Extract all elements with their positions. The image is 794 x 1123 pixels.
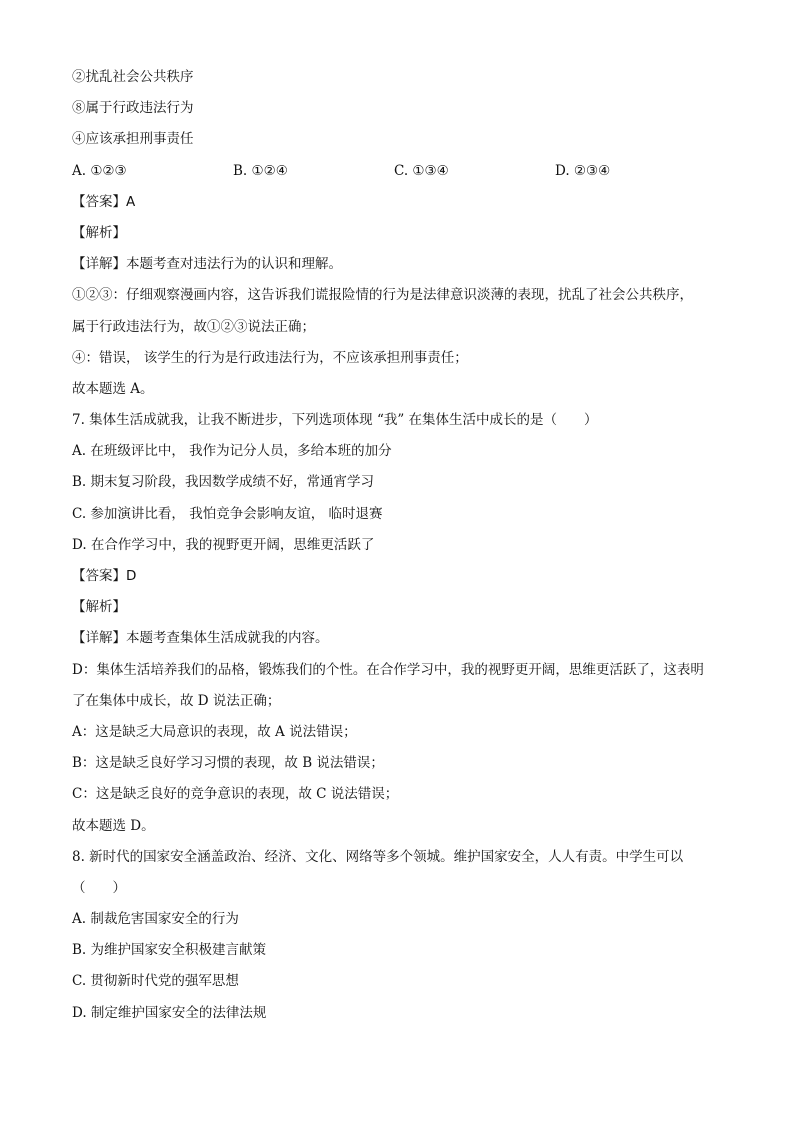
q6-explain-line: 属于行政违法行为，故①②③说法正确； (72, 318, 315, 335)
q6-explain-line: ①②③：仔细观察漫画内容，这告诉我们谎报险情的行为是法律意识淡薄的表现，扰乱了社会公共秩序， (72, 287, 693, 304)
q6-option-a: A. ①②③ (72, 162, 127, 179)
q6-option-b: B. ①②④ (233, 162, 288, 179)
statement-4: ④应该承担刑事责任 (72, 131, 194, 148)
q7-option-c: C. 参加演讲比看， 我怕竞争会影响友谊， 临时退赛 (72, 505, 383, 522)
q8-option-b: B. 为维护国家安全积极建言献策 (72, 942, 267, 959)
q8-stem: 8. 新时代的国家安全涵盖政治、经济、文化、网络等多个领城。维护国家安全，人人有责。中学生可以 (72, 848, 684, 865)
q7-explain-line: B：这是缺乏良好学习习惯的表现，故 B 说法错误； (72, 755, 384, 772)
q7-answer: 【答案】D (72, 568, 137, 584)
q6-option-d: D. ②③④ (555, 162, 611, 179)
q8-option-d: D. 制定维护国家安全的法律法规 (72, 1004, 267, 1021)
q7-explain-line: A：这是缺乏大局意识的表现，故 A 说法错误； (72, 723, 357, 740)
q7-explain-line: C：这是缺乏良好的竞争意识的表现，故 C 说法错误； (72, 786, 399, 803)
q7-option-b: B. 期末复习阶段，我因数学成绩不好，常通宵学习 (72, 474, 375, 491)
q6-explain-line: ④：错误， 该学生的行为是行政违法行为，不应该承担刑事责任； (72, 349, 468, 366)
statement-3: ⑧属于行政违法行为 (72, 100, 194, 117)
q6-conclusion: 故本题选 A。 (72, 380, 154, 397)
q7-stem: 7. 集体生活成就我，让我不断进步，下列选项体现 “我” 在集体生活中成长的是（ ） (72, 412, 598, 429)
q6-options (72, 156, 732, 187)
statement-2: ②扰乱社会公共秩序 (72, 69, 194, 85)
q7-explain-line: 了在集体中成长，故 D 说法正确； (72, 692, 281, 709)
q7-option-a: A. 在班级评比中， 我作为记分人员，多给本班的加分 (72, 443, 392, 460)
q7-explain-line: D：集体生活培养我们的品格，锻炼我们的个性。在合作学习中，我的视野更开阔，思维更活跃了，这表明 (72, 661, 704, 678)
q8-option-c: C. 贯彻新时代党的强军思想 (72, 973, 239, 990)
q8-option-a: A. 制裁危害国家安全的行为 (72, 911, 239, 928)
q6-option-c: C. ①③④ (394, 162, 449, 179)
q7-conclusion: 故本题选 D。 (72, 817, 155, 834)
q7-detail: 【详解】本题考查集体生活成就我的内容。 (72, 630, 329, 647)
q6-answer: 【答案】A (72, 193, 136, 210)
q6-detail: 【详解】本题考查对违法行为的认识和理解。 (72, 256, 342, 273)
document-page (72, 62, 732, 1029)
q7-analysis-label: 【解析】 (72, 599, 126, 616)
q8-stem-cont: （ ） (72, 879, 126, 896)
q7-option-d: D. 在合作学习中，我的视野更开阔，思维更活跃了 (72, 536, 375, 553)
q6-analysis-label: 【解析】 (72, 224, 126, 241)
